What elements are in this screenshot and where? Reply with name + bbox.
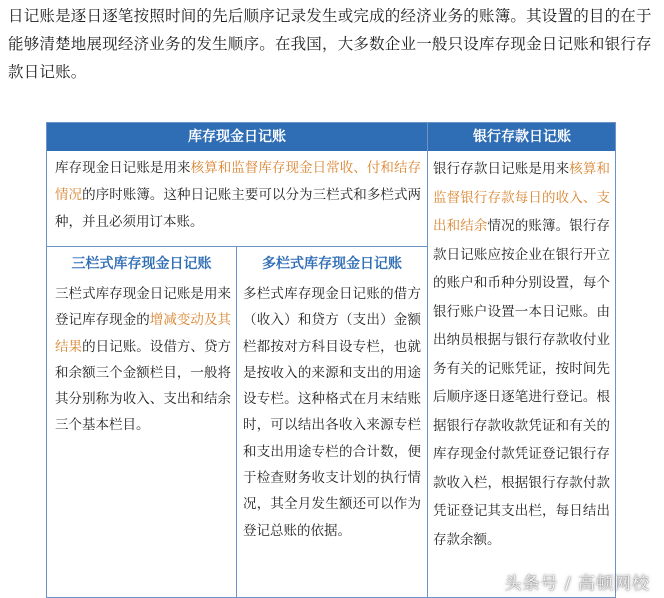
cash-desc-post: 的序时账簿。这种日记账主要可以分为三栏式和多栏式两种，并且必须用订本账。 — [55, 187, 422, 230]
three-col-post: 的日记账。设借方、贷方和余额三个金额栏目，一般将其分别称为收入、支出和结余三个基本栏目。 — [55, 338, 232, 434]
three-column-title: 三栏式库存现金日记账 — [71, 256, 212, 272]
intro-paragraph: 日记账是逐日逐笔按照时间的先后顺序记录发生或完成的经济业务的账簿。其设置的目的在于能够清楚地展现经济业务的发生顺序。在我国，大多数企业一般只设库存现金日记账和银行存款日记账。 — [8, 7, 652, 81]
three-col-highlight: 增减变动及其结果 — [55, 312, 232, 355]
row-divider — [47, 246, 427, 247]
cash-desc-highlight: 核算和监督库存现金日常收、付和结存情况 — [55, 160, 422, 203]
bank-desc-post: 情况的账簿。银行存款日记账应按企业在银行开立的账户和币种分别设置，每个银行账户设置一本日记账。由出纳员根据与银行存款收付业务有关的记账凭证，按时间先后顺序逐日逐笔进行登记。根据银行存款收款凭证和有关的库存现金付款凭证登记银行存款收入栏，根据银行存款付款凭证登记其支出栏，每日结出存款余额。 — [433, 218, 610, 548]
cash-journal-description — [55, 155, 421, 236]
bank-journal-header: 银行存款日记账 — [428, 123, 616, 151]
three-col-pre: 三栏式库存现金日记账是用来登记库存现金的 — [55, 286, 231, 329]
multi-column-description: 多栏式库存现金日记账的借方（收入）和贷方（支出）金额栏都按对方科目设专栏，也就是按收入的来源和支出的用途设专栏。这种格式在月末结账时，可以结出各收入来源专栏和支出用途专栏的合计数，便于检查财务收支计划的执行情况，其全月发生额还可以作为登记总账的依据。 — [243, 286, 421, 539]
bank-desc-highlight: 核算和监督银行存款每日的收入、支出和结余 — [433, 161, 610, 234]
bank-journal-description — [433, 155, 610, 554]
subcolumn-divider — [236, 247, 237, 598]
column-divider — [427, 123, 428, 598]
multi-column-title: 多栏式库存现金日记账 — [262, 256, 402, 272]
journal-comparison-table — [46, 122, 616, 598]
bank-desc-pre: 银行存款日记账是用来 — [433, 161, 570, 177]
cash-journal-header: 库存现金日记账 — [47, 123, 427, 151]
three-column-description — [55, 281, 231, 439]
source-watermark: 头条号 / 高顿网校 — [504, 574, 650, 594]
cash-desc-pre: 库存现金日记账是用来 — [55, 160, 191, 176]
